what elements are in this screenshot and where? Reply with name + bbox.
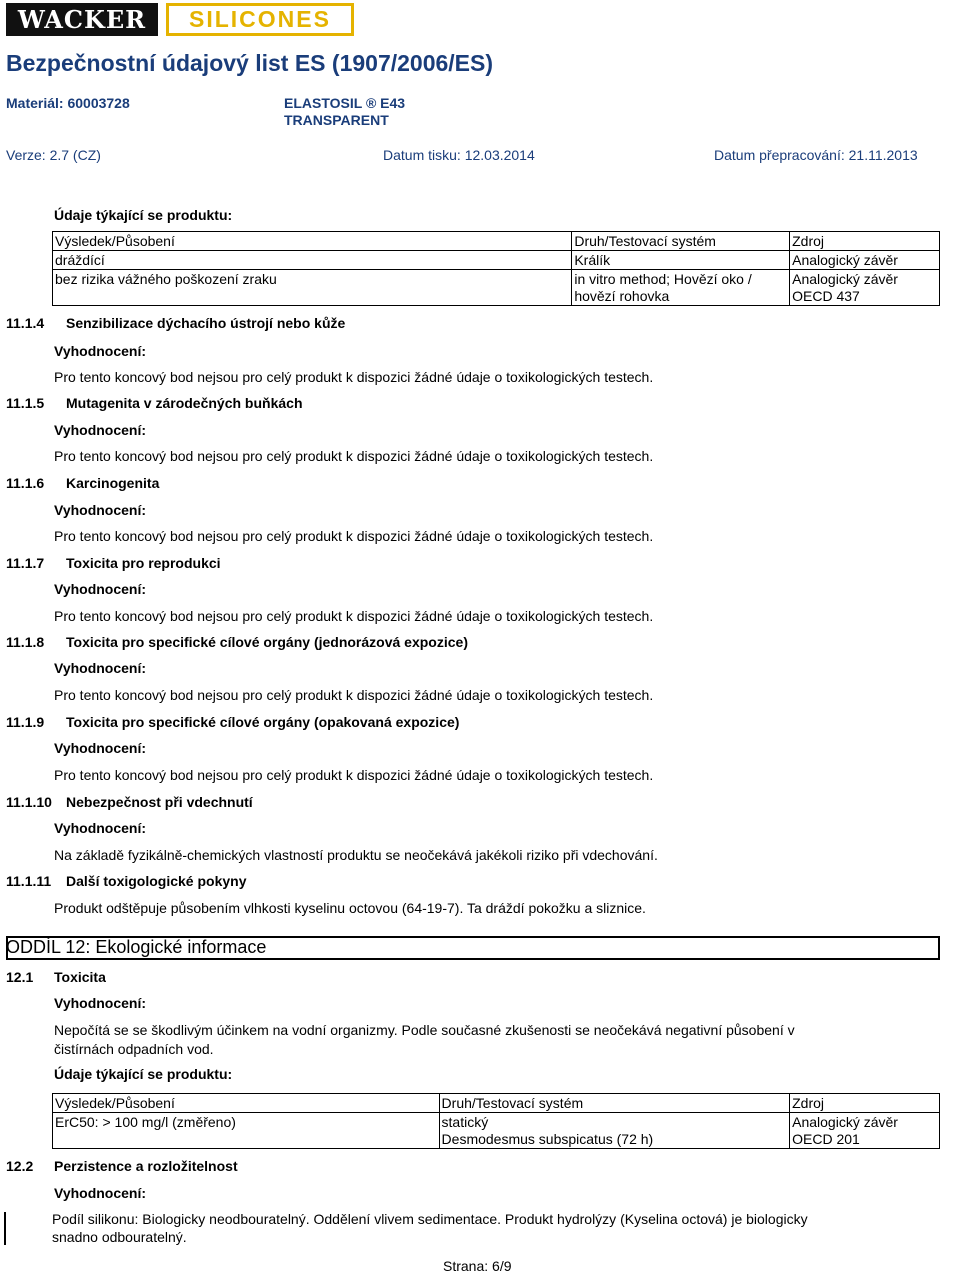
evaluation-text: Pro tento koncový bod nejsou pro celý produkt k dispozici žádné údaje o toxikologických testech.: [54, 687, 654, 703]
aquatic-toxicity-table: [52, 1093, 940, 1149]
material-number: Materiál: 60003728: [6, 95, 130, 111]
evaluation-label: Vyhodnocení:: [54, 820, 147, 836]
subsection-title: Senzibilizace dýchacího ústrojí nebo kůže: [66, 315, 346, 331]
subsection-title: Toxicita pro specifické cílové orgány (jednorázová expozice): [66, 634, 468, 650]
subsection-title: Další toxigologické pokyny: [66, 873, 247, 889]
table-header-cell: Druh/Testovací systém: [439, 1094, 790, 1113]
subsection-number: 11.1.5: [6, 395, 45, 411]
evaluation-text: Pro tento koncový bod nejsou pro celý produkt k dispozici žádné údaje o toxikologických testech.: [54, 767, 654, 783]
table-cell: [790, 1113, 940, 1149]
cell-line: OECD 437: [792, 288, 860, 304]
table-cell: ErC50: > 100 mg/l (změřeno): [53, 1113, 440, 1149]
subsection-number: 11.1.9: [6, 714, 45, 730]
version: Verze: 2.7 (CZ): [6, 147, 101, 163]
product-name-line2: TRANSPARENT: [284, 112, 389, 128]
evaluation-label: Vyhodnocení:: [54, 995, 147, 1011]
evaluation-text-line: Podíl silikonu: Biologicky neodbouratelný. Oddělení vlivem sedimentace. Produkt hydrolýzy (Kyselina octová) je biologicky: [52, 1211, 808, 1227]
note-text: Produkt odštěpuje působením vlhkosti kyselinu octovou (64-19-7). Ta dráždí pokožku a sliznice.: [54, 900, 646, 916]
cell-line: Desmodesmus subspicatus (72 h): [441, 1131, 654, 1147]
table-cell: Analogický závěr: [790, 251, 940, 270]
product-info-label: Údaje týkající se produktu:: [54, 1066, 233, 1082]
subsection-number: 12.1: [6, 969, 34, 985]
table-row: [53, 251, 940, 270]
subsection-title: Toxicita pro specifické cílové orgány (opakovaná expozice): [66, 714, 460, 730]
silicones-logo: [166, 3, 354, 36]
product-info-label: Údaje týkající se produktu:: [54, 207, 233, 223]
subsection-number: 11.1.8: [6, 634, 45, 650]
cell-line: in vitro method; Hovězí oko /: [574, 271, 752, 287]
subsection-title: Toxicita: [54, 969, 106, 985]
evaluation-label: Vyhodnocení:: [54, 581, 147, 597]
cell-line: OECD 201: [792, 1131, 860, 1147]
evaluation-text-line: čistírnách odpadních vod.: [54, 1041, 214, 1057]
subsection-number: 11.1.6: [6, 475, 45, 491]
evaluation-label: Vyhodnocení:: [54, 660, 147, 676]
table-header-cell: Zdroj: [790, 1094, 940, 1113]
cell-line: Analogický závěr: [792, 1114, 898, 1130]
subsection-title: Nebezpečnost při vdechnutí: [66, 794, 253, 810]
evaluation-text-line: Nepočítá se se škodlivým účinkem na vodní organizmy. Podle současné zkušenosti se neočekává negativní působení v: [54, 1022, 795, 1038]
cell-line: statický: [441, 1114, 489, 1130]
silicones-logo-text: SILICONES: [189, 6, 331, 32]
table-row: [53, 1113, 940, 1149]
irritation-table: [52, 231, 940, 306]
subsection-title: Mutagenita v zárodečných buňkách: [66, 395, 303, 411]
subsection-title: Karcinogenita: [66, 475, 160, 491]
table-cell: [439, 1113, 790, 1149]
product-name-line1: ELASTOSIL ® E43: [284, 95, 406, 111]
table-header-cell: Zdroj: [790, 232, 940, 251]
table-cell: [572, 270, 790, 306]
table-cell: bez rizika vážného poškození zraku: [53, 270, 572, 306]
table-cell: [790, 270, 940, 306]
wacker-logo-text: WACKER: [17, 5, 147, 34]
subsection-number: 11.1.10: [6, 794, 52, 810]
table-header-cell: Druh/Testovací systém: [572, 232, 790, 251]
evaluation-label: Vyhodnocení:: [54, 740, 147, 756]
evaluation-label: Vyhodnocení:: [54, 502, 147, 518]
evaluation-text: Pro tento koncový bod nejsou pro celý produkt k dispozici žádné údaje o toxikologických testech.: [54, 369, 654, 385]
subsection-number: 11.1.4: [6, 315, 45, 331]
table-row: [53, 270, 940, 306]
revision-change-bar: [4, 1212, 6, 1245]
document-title: Bezpečnostní údajový list ES (1907/2006/ES): [6, 50, 494, 76]
wacker-logo: [6, 3, 158, 36]
evaluation-label: Vyhodnocení:: [54, 1185, 147, 1201]
subsection-title: Toxicita pro reprodukci: [66, 555, 221, 571]
revision-date: Datum přepracování: 21.11.2013: [714, 147, 918, 163]
table-header-cell: Výsledek/Působení: [53, 232, 572, 251]
evaluation-text: Pro tento koncový bod nejsou pro celý produkt k dispozici žádné údaje o toxikologických testech.: [54, 448, 654, 464]
cell-line: hovězí rohovka: [574, 288, 670, 304]
table-cell: Králík: [572, 251, 790, 270]
table-header-cell: Výsledek/Působení: [53, 1094, 440, 1113]
section-title: ODDÍL 12: Ekologické informace: [6, 937, 267, 957]
evaluation-text: Pro tento koncový bod nejsou pro celý produkt k dispozici žádné údaje o toxikologických testech.: [54, 608, 654, 624]
subsection-number: 11.1.7: [6, 555, 45, 571]
evaluation-text: Pro tento koncový bod nejsou pro celý produkt k dispozici žádné údaje o toxikologických testech.: [54, 528, 654, 544]
evaluation-text-line: snadno odbouratelný.: [52, 1229, 187, 1245]
evaluation-label: Vyhodnocení:: [54, 343, 147, 359]
subsection-number: 11.1.11: [6, 873, 52, 889]
evaluation-text: Na základě fyzikálně-chemických vlastností produktu se neočekává jakékoli riziko při vdechování.: [54, 847, 658, 863]
subsection-title: Perzistence a rozložitelnost: [54, 1158, 238, 1174]
table-header-row: [53, 1094, 940, 1113]
print-date: Datum tisku: 12.03.2014: [383, 147, 535, 163]
subsection-number: 12.2: [6, 1158, 34, 1174]
evaluation-label: Vyhodnocení:: [54, 422, 147, 438]
page-number: Strana: 6/9: [443, 1258, 512, 1274]
cell-line: Analogický závěr: [792, 271, 898, 287]
table-header-row: [53, 232, 940, 251]
table-cell: dráždící: [53, 251, 572, 270]
